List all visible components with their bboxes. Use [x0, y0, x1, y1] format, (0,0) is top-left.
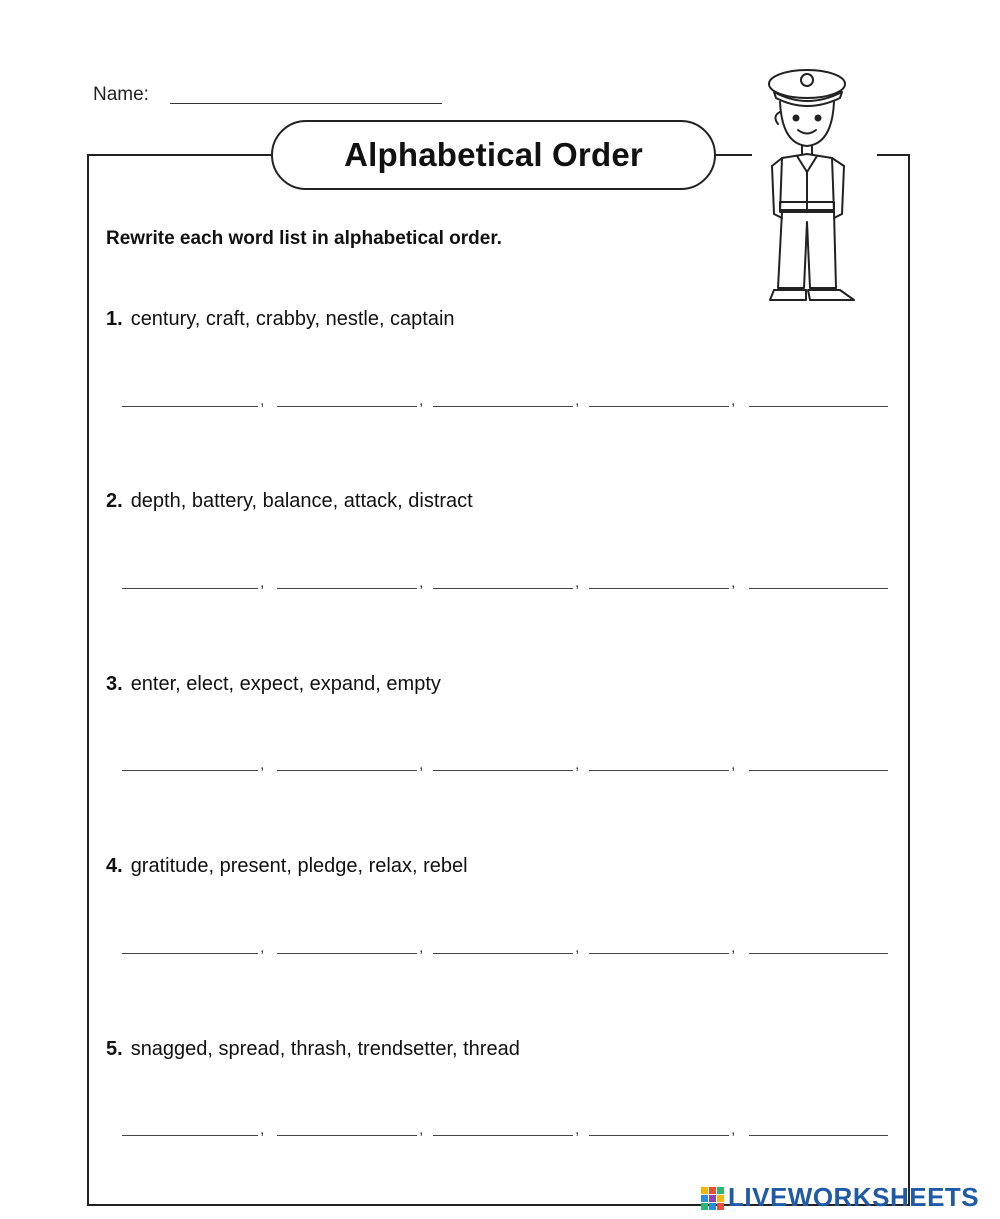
- question-words: depth, battery, balance, attack, distract: [130, 490, 473, 512]
- blank-comma: ,: [419, 756, 424, 773]
- answer-blanks-2: [122, 574, 888, 594]
- question-words: snagged, spread, thrash, trendsetter, thread: [130, 1038, 520, 1060]
- answer-blank[interactable]: [277, 756, 417, 771]
- answer-blank[interactable]: [122, 939, 258, 954]
- answer-blank[interactable]: [277, 939, 417, 954]
- page-title: Alphabetical Order: [344, 136, 643, 173]
- question-2: [106, 490, 473, 513]
- answer-blanks-3: [122, 756, 888, 776]
- answer-blank[interactable]: [749, 392, 888, 407]
- answer-blank[interactable]: [589, 1121, 729, 1136]
- blank-comma: ,: [419, 1121, 424, 1138]
- liveworksheets-brand[interactable]: [700, 1182, 979, 1213]
- blank-comma: ,: [575, 574, 580, 591]
- answer-blank[interactable]: [589, 574, 729, 589]
- blank-comma: ,: [731, 392, 736, 409]
- blank-comma: ,: [260, 1121, 265, 1138]
- question-number: 5.: [106, 1038, 123, 1060]
- blank-comma: ,: [575, 392, 580, 409]
- liveworksheets-logo-icon: [700, 1185, 726, 1211]
- answer-blank[interactable]: [749, 1121, 888, 1136]
- answer-blanks-5: [122, 1121, 888, 1141]
- blank-comma: ,: [575, 756, 580, 773]
- question-3: [106, 673, 441, 696]
- question-words: enter, elect, expect, expand, empty: [130, 673, 441, 695]
- question-number: 2.: [106, 490, 123, 512]
- answer-blank[interactable]: [433, 392, 573, 407]
- sailor-illustration: [752, 62, 877, 310]
- blank-comma: ,: [731, 939, 736, 956]
- answer-blanks-4: [122, 939, 888, 959]
- title-pill: [271, 120, 716, 190]
- question-words: gratitude, present, pledge, relax, rebel: [130, 855, 468, 877]
- answer-blank[interactable]: [122, 1121, 258, 1136]
- question-1: [106, 308, 455, 331]
- blank-comma: ,: [575, 1121, 580, 1138]
- brand-text: LIVEWORKSHEETS: [728, 1182, 980, 1212]
- question-4: [106, 855, 468, 878]
- answer-blank[interactable]: [122, 574, 258, 589]
- question-number: 4.: [106, 855, 123, 877]
- answer-blank[interactable]: [589, 939, 729, 954]
- answer-blank[interactable]: [433, 939, 573, 954]
- blank-comma: ,: [731, 1121, 736, 1138]
- answer-blank[interactable]: [589, 756, 729, 771]
- answer-blank[interactable]: [122, 392, 258, 407]
- answer-blank[interactable]: [433, 1121, 573, 1136]
- answer-blank[interactable]: [589, 392, 729, 407]
- answer-blank[interactable]: [277, 1121, 417, 1136]
- question-words: century, craft, crabby, nestle, captain: [130, 308, 455, 330]
- answer-blank[interactable]: [277, 392, 417, 407]
- answer-blanks-1: [122, 392, 888, 412]
- blank-comma: ,: [260, 574, 265, 591]
- answer-blank[interactable]: [749, 939, 888, 954]
- blank-comma: ,: [419, 939, 424, 956]
- answer-blank[interactable]: [122, 756, 258, 771]
- question-number: 1.: [106, 308, 123, 330]
- answer-blank[interactable]: [277, 574, 417, 589]
- answer-blank[interactable]: [433, 756, 573, 771]
- blank-comma: ,: [575, 939, 580, 956]
- name-label: Name:: [93, 84, 149, 105]
- blank-comma: ,: [419, 574, 424, 591]
- blank-comma: ,: [419, 392, 424, 409]
- question-number: 3.: [106, 673, 123, 695]
- answer-blank[interactable]: [749, 756, 888, 771]
- answer-blank[interactable]: [433, 574, 573, 589]
- blank-comma: ,: [260, 756, 265, 773]
- name-line[interactable]: [170, 103, 442, 104]
- blank-comma: ,: [731, 574, 736, 591]
- question-5: [106, 1038, 520, 1061]
- blank-comma: ,: [731, 756, 736, 773]
- blank-comma: ,: [260, 939, 265, 956]
- instructions: Rewrite each word list in alphabetical order.: [106, 228, 502, 249]
- answer-blank[interactable]: [749, 574, 888, 589]
- blank-comma: ,: [260, 392, 265, 409]
- name-row: [93, 84, 149, 106]
